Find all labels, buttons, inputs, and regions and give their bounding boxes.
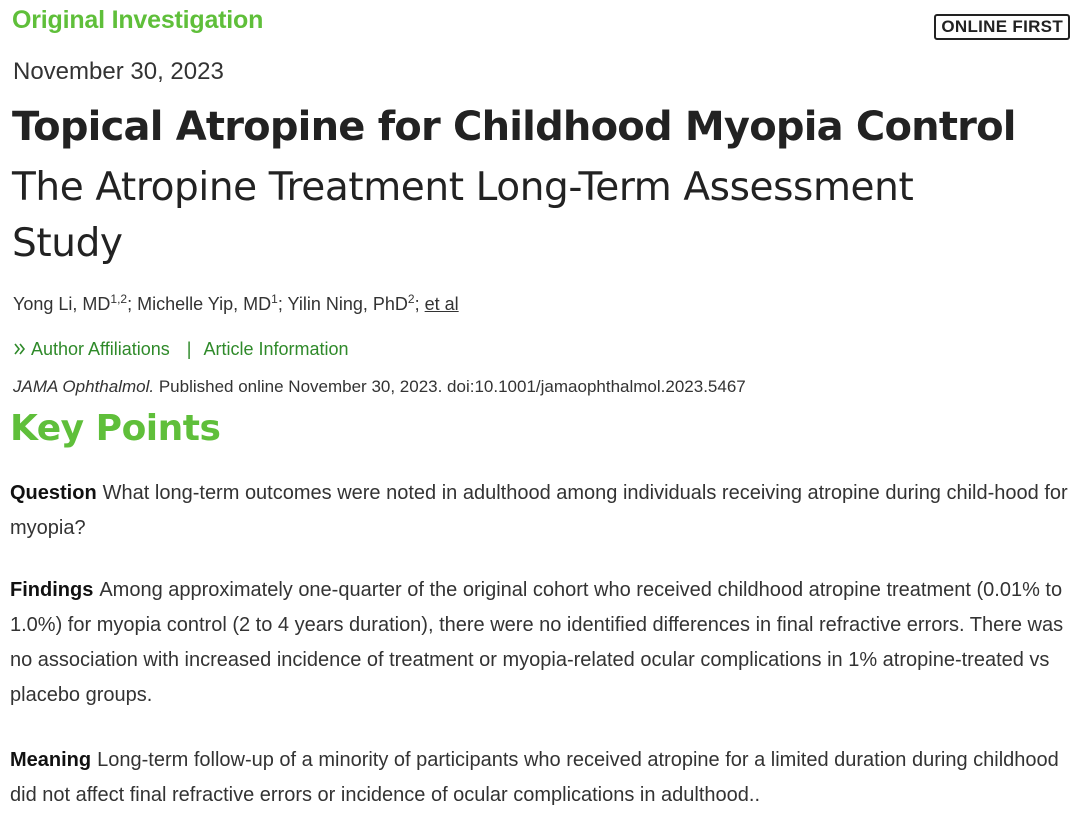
- author-affiliation-sup: 1,2: [110, 292, 128, 306]
- author-affiliations-link[interactable]: [13, 339, 175, 359]
- meaning-text: Long-term follow-up of a minority of participants who received atropine for a limited duration during childhood did not affect final refractive errors or incidence of ocular complications in adulthood..: [10, 749, 1059, 806]
- article-subtitle: The Atropine Treatment Long-Term Assessment Study: [12, 165, 914, 266]
- author-separator: ;: [277, 294, 288, 314]
- et-al-link[interactable]: et al: [424, 294, 459, 314]
- findings-label: Findings: [10, 579, 94, 601]
- meaning-label: Meaning: [10, 749, 92, 771]
- author-separator: ;: [127, 294, 138, 314]
- article-title: Topical Atropine for Childhood Myopia Control: [12, 104, 1016, 150]
- citation-line: [13, 377, 746, 397]
- key-point-meaning: [10, 743, 1072, 813]
- author-separator: ;: [414, 294, 425, 314]
- author-list: [13, 294, 459, 315]
- publication-date: November 30, 2023: [13, 58, 224, 85]
- article-type-label: Original Investigation: [12, 6, 264, 34]
- article-information-link[interactable]: Article Information: [203, 339, 349, 359]
- question-text: What long-term outcomes were noted in adulthood among individuals receiving atropine during child-hood for myopia?: [10, 482, 1068, 539]
- author-name[interactable]: Michelle Yip, MD: [137, 294, 272, 314]
- link-separator: |: [186, 339, 192, 359]
- author-name[interactable]: Yong Li, MD: [13, 294, 111, 314]
- author-affiliation-sup: 2: [407, 292, 415, 306]
- online-first-badge: ONLINE FIRST: [934, 14, 1070, 40]
- author-name[interactable]: Yilin Ning, PhD: [287, 294, 408, 314]
- key-point-findings: [10, 573, 1072, 713]
- author-affiliation-sup: 1: [271, 292, 278, 306]
- findings-text: Among approximately one-quarter of the original cohort who received childhood atropine treatment (0.01% to 1.0%) for myopia control (2 to 4 years duration), there were no identified differences in final refractive errors. There was no association with increased incidence of treatment or myopia-related ocular complications in 1% atropine-treated vs placebo groups.: [10, 579, 1064, 706]
- article-links: [13, 339, 349, 360]
- double-chevron-right-icon: [13, 342, 27, 356]
- key-points-heading: Key Points: [10, 408, 221, 449]
- key-point-question: [10, 476, 1072, 546]
- citation-details: Published online November 30, 2023. doi:10.1001/jamaophthalmol.2023.5467: [154, 377, 746, 396]
- author-affiliations-label: Author Affiliations: [31, 339, 170, 359]
- journal-name: JAMA Ophthalmol.: [13, 377, 155, 396]
- question-label: Question: [10, 482, 97, 504]
